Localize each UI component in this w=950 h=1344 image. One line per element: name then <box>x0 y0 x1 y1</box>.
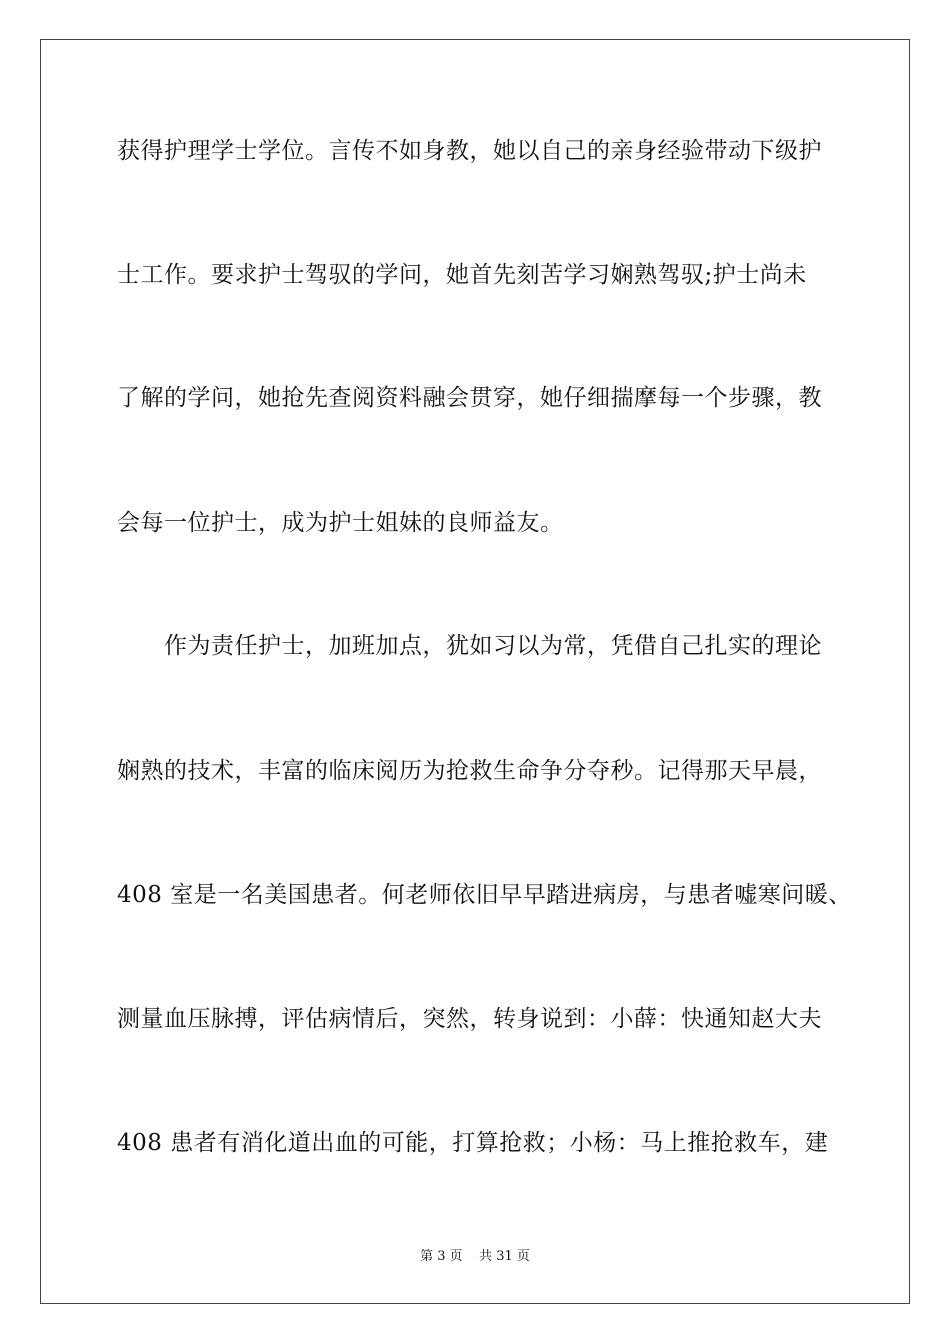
page-number-footer: 第 3 页 共 31 页 <box>420 1249 530 1264</box>
text-line-1: 获得护理学士学位。言传不如身教，她以自己的亲身经验带动下级护 <box>117 138 822 164</box>
page-border <box>40 39 910 1304</box>
text-line-4: 会每一位护士，成为护士姐妹的良师益友。 <box>117 510 564 536</box>
text-line-7: 408 室是一名美国患者。何老师依旧早早踏进病房，与患者嘘寒问暖、 <box>117 882 852 908</box>
text-line-2: 士工作。要求护士驾驭的学问，她首先刻苦学习娴熟驾驭;护士尚未 <box>117 262 807 288</box>
text-line-3: 了解的学问，她抢先查阅资料融会贯穿，她仔细揣摩每一个步骤，教 <box>117 385 822 411</box>
text-line-9: 408 患者有消化道出血的可能，打算抢救；小杨：马上推抢救车，建 <box>117 1130 829 1156</box>
text-line-5: 作为责任护士，加班加点，犹如习以为常，凭借自己扎实的理论 <box>117 633 822 659</box>
text-line-8: 测量血压脉搏，评估病情后，突然，转身说到：小薛：快通知赵大夫 <box>117 1006 822 1032</box>
text-line-6: 娴熟的技术，丰富的临床阅历为抢救生命争分夺秒。记得那天早晨， <box>117 758 822 784</box>
